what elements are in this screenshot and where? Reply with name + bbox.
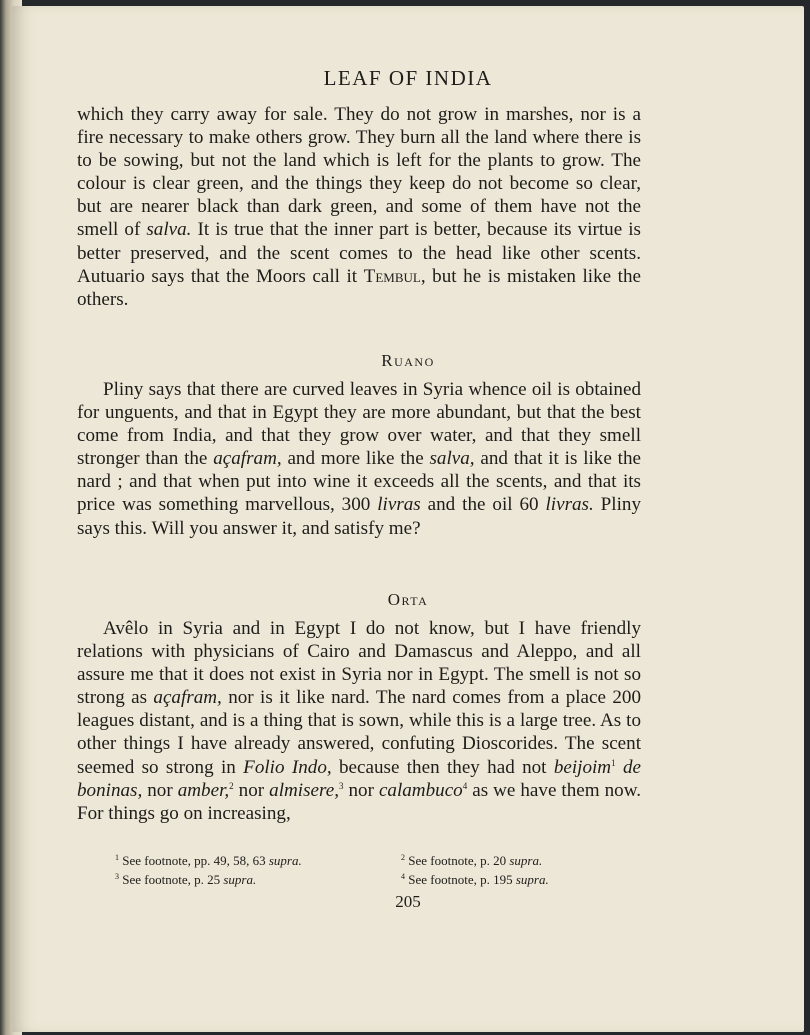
running-head: LEAF OF INDIA [323, 66, 493, 90]
paragraph-ruano: Pliny says that there are curved leaves in Syria whence oil is obtained for unguents, and that in Egypt they are more abundant, but that the best come from India, and that they grow over water, and that they smell stronger than the açafram, and more like the salva, and that it is like the nard ; and that when put into wine it exceeds all the scents, and that its price was something marvellous, 300 livras and the oil 60 livras. Pliny says this. Will you answer it, and satisfy me? [77, 379, 642, 539]
footnote-ref: 2 [229, 780, 234, 791]
footnote-ref: 1 [611, 757, 616, 768]
book-page [12, 6, 804, 1032]
footnote-4: $^4$ See footnote, p. 195 supra. [401, 872, 549, 887]
page-number: 205 [395, 892, 421, 911]
paragraph-continuation: which they carry away for sale. They do not grow in marshes, nor is a fire necessary to make others grow. They burn all the land where there is to be sowing, but not the land which is left for the plants to grow. The colour is clear green, and the things they keep do not become so clear, but are nearer black than dark green, and some of them have not the smell of salva. It is true that the inner part is better, because its virtue is better preserved, and the scent comes to the head like other scents. Autuario says that the Moors call it Tembul, but he is mistaken like the others. [77, 104, 641, 310]
speaker-heading-ruano: Ruano [381, 351, 435, 370]
footnote-ref: 4 [462, 780, 468, 791]
footnote-3: $^3$ See footnote, p. 25 supra. [115, 872, 257, 887]
footnote-1: $^1$ See footnote, pp. 49, 58, 63 supra. [115, 853, 302, 868]
footnote-2: $^2$ See footnote, p. 20 supra. [401, 853, 543, 868]
paragraph-orta: Avêlo in Syria and in Egypt I do not know, but I have friendly relations with physicians of Cairo and Damascus and Aleppo, and all assure me that it does not exist in Syria nor in Egypt. The smell is not so strong as açafram, nor is it like nard. The nard comes from a place 200 leagues distant, and is a thing that is sown, while this is a large tree. As to other things I have already answered, confuting Dioscorides. The scent seemed so strong in Folio Indo, because then they had not beijoim$^1$ de boninas, nor amber,$^2$ nor almisere,$^3$ nor calambuco$^4$ as we have them now. For things go on increasing, [77, 618, 642, 824]
small-caps-term: Tembul [363, 265, 421, 287]
footnote-ref: 3 [338, 780, 344, 791]
italic-term: salva. [146, 219, 192, 241]
speaker-heading-orta: Orta [387, 590, 429, 609]
